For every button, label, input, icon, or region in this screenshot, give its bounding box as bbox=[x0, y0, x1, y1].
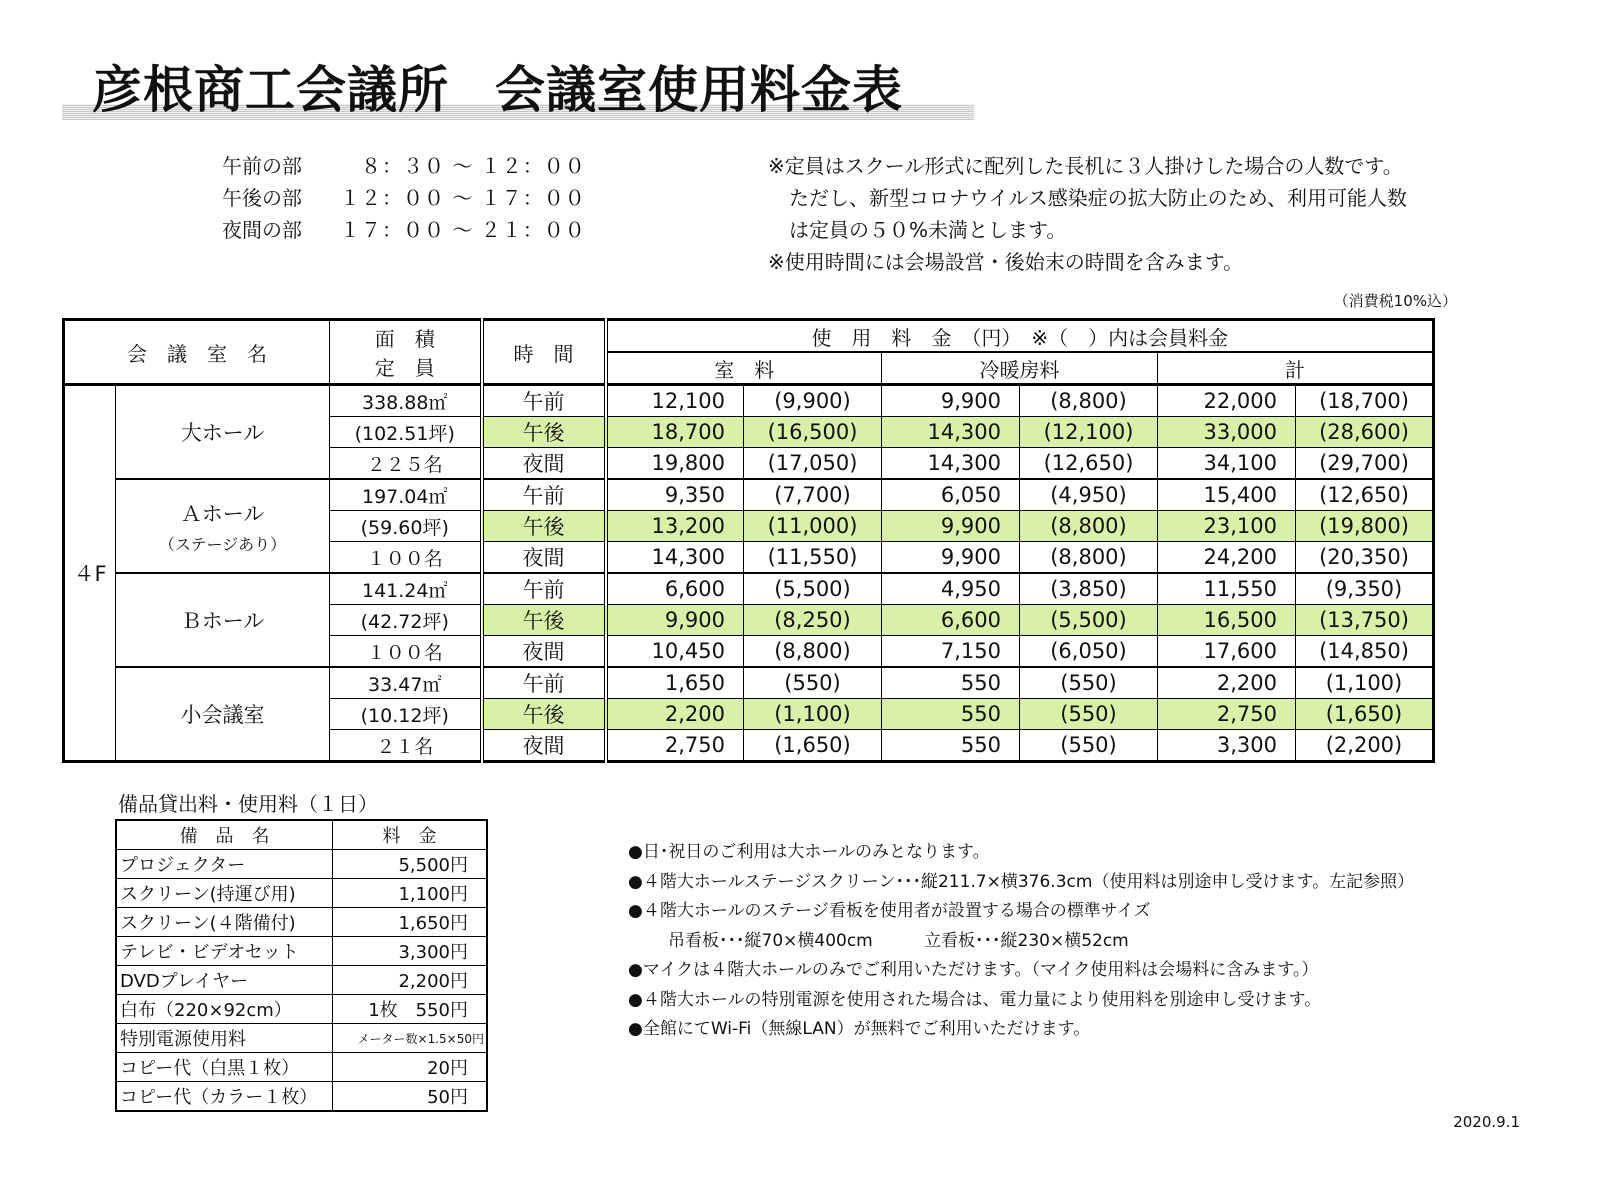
bullet-power: ●４階大ホールの特別電源を使用された場合は、電力量により使用料を別途申し受けます。 bbox=[628, 989, 1322, 1010]
equipment-row bbox=[116, 966, 487, 995]
equipment-row bbox=[116, 850, 487, 879]
equipment-price: 3,300円 bbox=[333, 937, 488, 966]
total-fee: 3,300 bbox=[1158, 730, 1296, 762]
room-fee-member: (8,800) bbox=[744, 636, 882, 668]
total-fee-member: (9,350) bbox=[1296, 573, 1434, 605]
total-fee: 24,200 bbox=[1158, 542, 1296, 574]
issue-date: 2020.9.1 bbox=[1453, 1113, 1520, 1131]
time-slot: 午前 bbox=[482, 667, 606, 699]
total-fee: 2,200 bbox=[1158, 667, 1296, 699]
room-fee: 2,200 bbox=[606, 699, 744, 730]
equipment-row bbox=[116, 1082, 487, 1112]
room-fee-member: (1,100) bbox=[744, 699, 882, 730]
total-fee-member: (28,600) bbox=[1296, 417, 1434, 448]
total-fee-member: (18,700) bbox=[1296, 385, 1434, 417]
aircon-fee-member: (4,950) bbox=[1020, 479, 1158, 511]
total-fee-member: (14,850) bbox=[1296, 636, 1434, 668]
aircon-fee: 6,600 bbox=[882, 605, 1020, 636]
aircon-fee-member: (8,800) bbox=[1020, 511, 1158, 542]
fee-row bbox=[64, 573, 1434, 605]
equipment-name: スクリーン(持運び用) bbox=[116, 879, 333, 908]
room-fee-member: (17,050) bbox=[744, 448, 882, 480]
time-slot: 午後 bbox=[482, 605, 606, 636]
room-fee-member: (9,900) bbox=[744, 385, 882, 417]
aircon-fee-member: (12,650) bbox=[1020, 448, 1158, 480]
aircon-fee: 9,900 bbox=[882, 385, 1020, 417]
session-morning: 午前の部 ８：３０ ～ １２：００ bbox=[222, 154, 586, 178]
signboard-hanging: 吊看板･･･縦70×横400cm bbox=[668, 930, 873, 951]
time-slot: 夜間 bbox=[482, 542, 606, 574]
equipment-title: 備品貸出料・使用料（１日） bbox=[118, 792, 378, 816]
room-fee: 19,800 bbox=[606, 448, 744, 480]
equipment-row bbox=[116, 879, 487, 908]
bullet-signboard: ●４階大ホールのステージ看板を使用者が設置する場合の標準サイズ bbox=[628, 901, 1151, 921]
fee-row bbox=[64, 385, 1434, 417]
total-fee: 11,550 bbox=[1158, 573, 1296, 605]
equipment-price: 5,500円 bbox=[333, 850, 488, 879]
room-fee: 1,650 bbox=[606, 667, 744, 699]
aircon-fee-member: (8,800) bbox=[1020, 542, 1158, 574]
fee-row bbox=[64, 667, 1434, 699]
total-fee-member: (19,800) bbox=[1296, 511, 1434, 542]
total-fee-member: (1,100) bbox=[1296, 667, 1434, 699]
note-covid-1: ただし、新型コロナウイルス感染症の拡大防止のため、利用可能人数 bbox=[789, 186, 1407, 210]
equipment-row bbox=[116, 937, 487, 966]
time-slot: 午後 bbox=[482, 511, 606, 542]
equipment-price: メーター数×1.5×50円 bbox=[333, 1024, 488, 1053]
room-name: Ａホール （ステージあり） bbox=[116, 479, 330, 573]
fee-table bbox=[62, 318, 1435, 763]
total-fee: 2,750 bbox=[1158, 699, 1296, 730]
session-times bbox=[222, 150, 586, 246]
room-fee: 2,750 bbox=[606, 730, 744, 762]
room-fee: 9,350 bbox=[606, 479, 744, 511]
bullet-notes bbox=[628, 838, 1414, 1045]
room-name: Ｂホール bbox=[116, 573, 330, 667]
aircon-fee: 9,900 bbox=[882, 511, 1020, 542]
header-area-capacity: 面 積 定 員 bbox=[330, 320, 482, 385]
equipment-name: DVDプレイヤー bbox=[116, 966, 333, 995]
room-fee-member: (8,250) bbox=[744, 605, 882, 636]
title-document: 会議室使用料金表 bbox=[495, 61, 903, 119]
header-fee-title: 使 用 料 金 （円） ※（ ）内は会員料金 bbox=[606, 320, 1434, 353]
note-covid-2: は定員の５０%未満とします。 bbox=[789, 218, 1067, 242]
total-fee-member: (20,350) bbox=[1296, 542, 1434, 574]
floor-label: ４F bbox=[64, 385, 116, 762]
equipment-name: プロジェクター bbox=[116, 850, 333, 879]
aircon-fee: 550 bbox=[882, 730, 1020, 762]
aircon-fee-member: (5,500) bbox=[1020, 605, 1158, 636]
room-tsubo: (10.12坪) bbox=[330, 699, 482, 730]
room-fee: 9,900 bbox=[606, 605, 744, 636]
equipment-price: 1,100円 bbox=[333, 879, 488, 908]
room-area: 33.47㎡ bbox=[330, 667, 482, 699]
page-title bbox=[92, 58, 903, 122]
total-fee-member: (29,700) bbox=[1296, 448, 1434, 480]
bullet-microphone: ●マイクは４階大ホールのみでご利用いただけます。（マイク使用料は会場料に含みます。） bbox=[628, 960, 1319, 980]
room-note: （ステージあり） bbox=[158, 534, 287, 554]
aircon-fee-member: (550) bbox=[1020, 699, 1158, 730]
session-afternoon: 午後の部 １２：００ ～ １７：００ bbox=[222, 186, 586, 210]
room-tsubo: (102.51坪) bbox=[330, 417, 482, 448]
header-aircon-fee: 冷暖房料 bbox=[882, 352, 1158, 385]
room-area: 141.24㎡ bbox=[330, 573, 482, 605]
equipment-price: 1,650円 bbox=[333, 908, 488, 937]
equipment-name: スクリーン(４階備付) bbox=[116, 908, 333, 937]
room-fee-member: (550) bbox=[744, 667, 882, 699]
total-fee: 16,500 bbox=[1158, 605, 1296, 636]
aircon-fee: 550 bbox=[882, 667, 1020, 699]
total-fee-member: (12,650) bbox=[1296, 479, 1434, 511]
total-fee: 34,100 bbox=[1158, 448, 1296, 480]
notes bbox=[768, 150, 1407, 278]
room-tsubo: (42.72坪) bbox=[330, 605, 482, 636]
bullet-wifi: ●全館にてWi-Fi（無線LAN）が無料でご利用いただけます。 bbox=[628, 1019, 1091, 1039]
aircon-fee-member: (12,100) bbox=[1020, 417, 1158, 448]
aircon-fee-member: (550) bbox=[1020, 730, 1158, 762]
equipment-price: 20円 bbox=[333, 1053, 488, 1082]
room-capacity: １００名 bbox=[330, 636, 482, 668]
time-slot: 午後 bbox=[482, 417, 606, 448]
room-capacity: １００名 bbox=[330, 542, 482, 574]
equipment-row bbox=[116, 908, 487, 937]
fee-row bbox=[64, 479, 1434, 511]
total-fee-member: (2,200) bbox=[1296, 730, 1434, 762]
header-total: 計 bbox=[1158, 352, 1434, 385]
room-fee-member: (11,550) bbox=[744, 542, 882, 574]
room-fee: 18,700 bbox=[606, 417, 744, 448]
equipment-row bbox=[116, 1024, 487, 1053]
room-name: 大ホール bbox=[116, 385, 330, 480]
signboard-sizes bbox=[628, 927, 1414, 957]
title-block bbox=[62, 58, 974, 122]
note-setup-time: ※使用時間には会場設営・後始末の時間を含みます。 bbox=[768, 250, 1244, 274]
aircon-fee-member: (3,850) bbox=[1020, 573, 1158, 605]
room-name: 小会議室 bbox=[116, 667, 330, 762]
equipment-table-body bbox=[116, 850, 487, 1112]
aircon-fee: 14,300 bbox=[882, 417, 1020, 448]
room-tsubo: (59.60坪) bbox=[330, 511, 482, 542]
total-fee: 23,100 bbox=[1158, 511, 1296, 542]
equipment-header-price: 料 金 bbox=[333, 820, 488, 850]
header-room-name: 会 議 室 名 bbox=[64, 320, 330, 385]
signboard-standing: 立看板･･･縦230×横52cm bbox=[924, 930, 1129, 951]
equipment-name: コピー代（カラー１枚） bbox=[116, 1082, 333, 1112]
equipment-row bbox=[116, 1053, 487, 1082]
room-area: 338.88㎡ bbox=[330, 385, 482, 417]
room-fee-member: (16,500) bbox=[744, 417, 882, 448]
total-fee: 17,600 bbox=[1158, 636, 1296, 668]
equipment-name: 特別電源使用料 bbox=[116, 1024, 333, 1053]
total-fee-member: (13,750) bbox=[1296, 605, 1434, 636]
room-fee: 12,100 bbox=[606, 385, 744, 417]
room-fee: 14,300 bbox=[606, 542, 744, 574]
equipment-header-name: 備 品 名 bbox=[116, 820, 333, 850]
equipment-price: 1枚 550円 bbox=[333, 995, 488, 1024]
fee-table-body bbox=[64, 385, 1434, 762]
header-room-fee: 室 料 bbox=[606, 352, 882, 385]
room-fee: 13,200 bbox=[606, 511, 744, 542]
room-fee: 6,600 bbox=[606, 573, 744, 605]
time-slot: 午前 bbox=[482, 573, 606, 605]
time-slot: 夜間 bbox=[482, 636, 606, 668]
aircon-fee: 550 bbox=[882, 699, 1020, 730]
equipment-price: 2,200円 bbox=[333, 966, 488, 995]
equipment-price: 50円 bbox=[333, 1082, 488, 1112]
equipment-table bbox=[115, 819, 488, 1112]
equipment-name: コピー代（白黒１枚） bbox=[116, 1053, 333, 1082]
session-evening: 夜間の部 １７：００ ～ ２１：００ bbox=[222, 218, 586, 242]
room-fee-member: (1,650) bbox=[744, 730, 882, 762]
time-slot: 午前 bbox=[482, 385, 606, 417]
equipment-name: 白布（220×92cm） bbox=[116, 995, 333, 1024]
time-slot: 夜間 bbox=[482, 448, 606, 480]
aircon-fee: 4,950 bbox=[882, 573, 1020, 605]
time-slot: 夜間 bbox=[482, 730, 606, 762]
header-time: 時 間 bbox=[482, 320, 606, 385]
equipment-row bbox=[116, 995, 487, 1024]
aircon-fee-member: (6,050) bbox=[1020, 636, 1158, 668]
aircon-fee-member: (8,800) bbox=[1020, 385, 1158, 417]
total-fee: 22,000 bbox=[1158, 385, 1296, 417]
tax-note: （消費税10%込） bbox=[1333, 292, 1457, 310]
bullet-holiday: ●日･祝日のご利用は大ホールのみとなります。 bbox=[628, 842, 990, 862]
note-capacity: ※定員はスクール形式に配列した長机に３人掛けした場合の人数です。 bbox=[768, 154, 1403, 178]
room-capacity: ２２５名 bbox=[330, 448, 482, 480]
bullet-screen: ●４階大ホールステージスクリーン･･･縦211.7×横376.3cm（使用料は別途申し受けます。左記参照） bbox=[628, 871, 1415, 892]
room-fee-member: (5,500) bbox=[744, 573, 882, 605]
total-fee: 15,400 bbox=[1158, 479, 1296, 511]
room-area: 197.04㎡ bbox=[330, 479, 482, 511]
aircon-fee: 14,300 bbox=[882, 448, 1020, 480]
room-fee-member: (7,700) bbox=[744, 479, 882, 511]
aircon-fee: 9,900 bbox=[882, 542, 1020, 574]
aircon-fee: 6,050 bbox=[882, 479, 1020, 511]
aircon-fee: 7,150 bbox=[882, 636, 1020, 668]
total-fee: 33,000 bbox=[1158, 417, 1296, 448]
room-capacity: ２１名 bbox=[330, 730, 482, 762]
room-fee-member: (11,000) bbox=[744, 511, 882, 542]
time-slot: 午前 bbox=[482, 479, 606, 511]
aircon-fee-member: (550) bbox=[1020, 667, 1158, 699]
equipment-name: テレビ・ビデオセット bbox=[116, 937, 333, 966]
title-organization: 彦根商工会議所 bbox=[92, 61, 449, 119]
time-slot: 午後 bbox=[482, 699, 606, 730]
room-fee: 10,450 bbox=[606, 636, 744, 668]
total-fee-member: (1,650) bbox=[1296, 699, 1434, 730]
